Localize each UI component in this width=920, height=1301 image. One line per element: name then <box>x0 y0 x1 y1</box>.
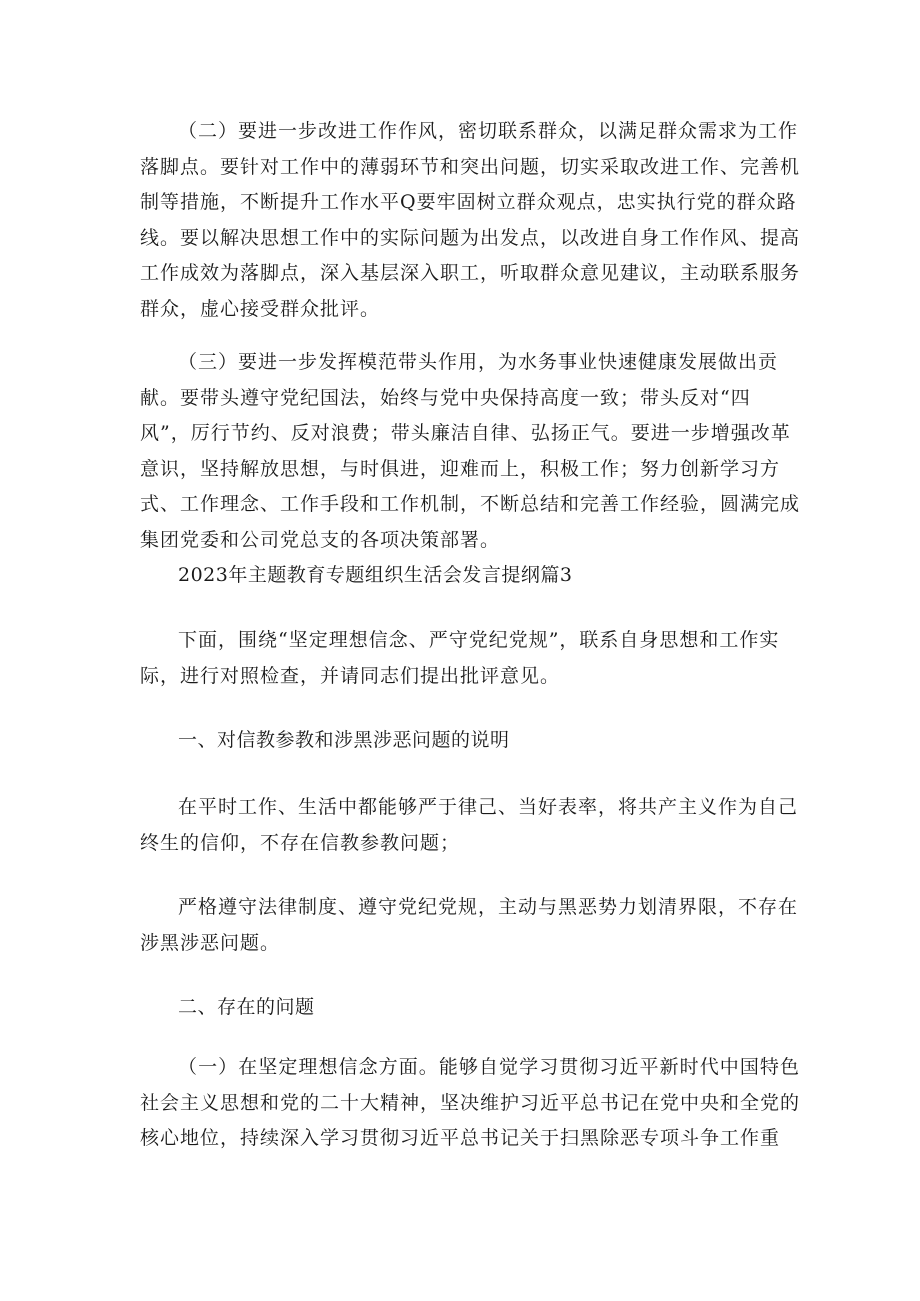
paragraph-model-role <box>140 345 800 558</box>
subheading-problems: 二、存在的问题 <box>178 996 315 1018</box>
paragraph-ideals <box>140 1050 800 1157</box>
section-title: 2023年主题教育专题组织生活会发言提纲篇3 <box>178 564 573 586</box>
paragraph-text: （一）在坚定理想信念方面。能够自觉学习贯彻习近平新时代中国特色社会主义思想和党的二十大精神，坚决维护习近平总书记在党中央和全党的核心地位，持续深入学习贯彻习近平总书记关于扫黑除恶专项斗争工作重 <box>140 1056 801 1149</box>
paragraph-text: 下面，围绕“坚定理想信念、严守党纪党规”，联系自身思想和工作实际，进行对照检查，并请同志们提出批评意见。 <box>140 629 780 687</box>
paragraph-text: （二）要进一步改进工作作风，密切联系群众，以满足群众需求为工作落脚点。要针对工作中的薄弱环节和突出问题，切实采取改进工作、完善机制等措施，不断提升工作水平Q要牢固树立群众观点，忠实执行党的群众路线。要以解决思想工作中的实际问题为出发点，以改进自身工作作风、提高工作成效为落脚点，深入基层深入职工，听取群众意见建议，主动联系服务群众，虚心接受群众批评。 <box>140 120 801 320</box>
subheading-religion-gang: 一、对信教参教和涉黑涉恶问题的说明 <box>178 729 510 751</box>
paragraph-work-style <box>140 114 800 327</box>
paragraph-intro <box>140 623 800 694</box>
paragraph-text: （三）要进一步发挥模范带头作用，为水务事业快速健康发展做出贡献。要带头遵守党纪国法，始终与党中央保持高度一致；带头反对“四风”，厉行节约、反对浪费；带头廉洁自律、弘扬正气。要进一步增强改革意识，坚持解放思想，与时俱进，迎难而上，积极工作；努力创新学习方式、工作理念、工作手段和工作机制，不断总结和完善工作经验，圆满完成集团党委和公司党总支的各项决策部署。 <box>140 351 801 551</box>
paragraph-text: 严格遵守法律制度、遵守党纪党规，主动与黑恶势力划清界限，不存在涉黑涉恶问题。 <box>140 896 799 954</box>
paragraph-gang <box>140 890 800 961</box>
paragraph-text: 在平时工作、生活中都能够严于律己、当好表率，将共产主义作为自己终生的信仰，不存在信教参教问题； <box>140 796 799 854</box>
paragraph-religion <box>140 790 800 861</box>
